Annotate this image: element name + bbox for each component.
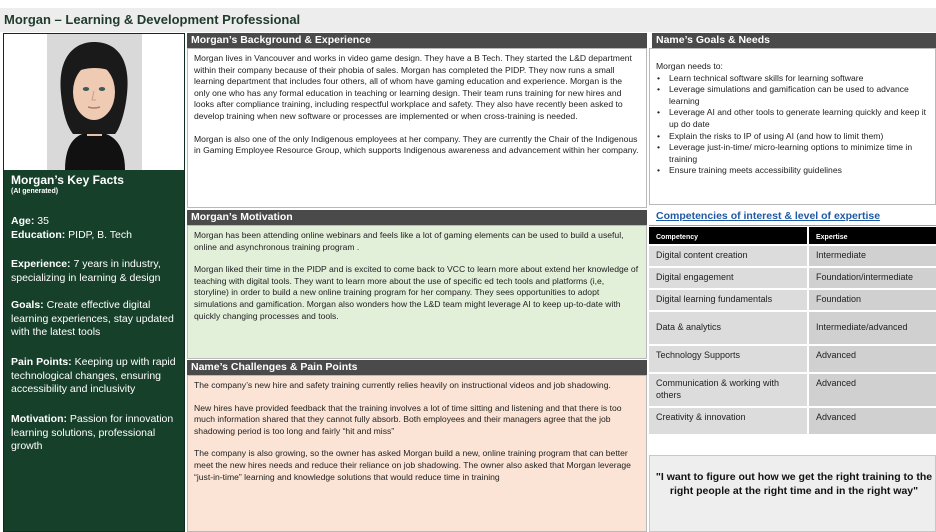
avatar: [47, 34, 142, 170]
goals-intro: Morgan needs to:: [656, 61, 723, 71]
expertise-level: Intermediate: [809, 246, 936, 266]
key-facts-panel: [3, 33, 185, 532]
key-facts-title: Morgan’s Key Facts: [11, 173, 124, 187]
challenges-paragraph-1: The company’s new hire and safety training currently relies heavily on instructional videos and job shadowing.: [194, 380, 611, 390]
competency-name: Creativity & innovation: [649, 408, 807, 434]
background-paragraph-2: Morgan is also one of the only Indigenous employees at her company. They are currently the Chair of the Indigenous in Gaming Employee Resource Group, which supports Indigenous awareness and advancement within her company.: [194, 133, 639, 156]
expertise-level: Foundation/intermediate: [809, 268, 936, 288]
competencies-heading[interactable]: Competencies of interest & level of expertise: [656, 210, 881, 222]
goal-item: • Explain the risks to IP of using AI (and how to limit them): [656, 131, 929, 143]
motivation-paragraph-2: Morgan liked their time in the PIDP and is excited to come back to VCC to learn more about extend her knowledge of teaching with digital tools. They want to learn more about the use of specific ed tech tools and platforms (i,e, storyline) in order to build a new online training program for her company. They sees opportunities to adopt simulations and gamification. Morgan also wonders how the L&D team might leverage AI to keep up-to-date with quickly changing processes and tools.: [194, 264, 639, 321]
fact-education: Education: PIDP, B. Tech: [11, 229, 132, 241]
fact-experience: Experience: 7 years in industry, specializing in learning & design: [11, 258, 161, 284]
motivation-panel: [187, 225, 647, 359]
competency-name: Digital content creation: [649, 246, 807, 266]
table-row: [649, 346, 936, 372]
background-paragraph-1: Morgan lives in Vancouver and works in video game design. They have a B Tech. They started the L&D department within their company because of their phobia of sales. Morgan has completed the PIDP. They now runs a small learning department that includes four others, all of whom have gaming education and experience. Morgan is the only one who has any formal education in teaching or learning design. Their team runs training for new hires and looks after compliance training, including respectful workplace and safety. They also have recently been asked to develop training when new software or processes are implemented or when cross-training is needed.: [194, 53, 632, 121]
motivation-heading: Morgan’s Motivation: [187, 210, 647, 225]
goals-list: [656, 73, 929, 177]
fact-goals: Goals: Create effective digital learning experiences, stay updated with the latest tools: [11, 299, 174, 338]
competency-name: Digital engagement: [649, 268, 807, 288]
expertise-level: Advanced: [809, 408, 936, 434]
competency-name: Digital learning fundamentals: [649, 290, 807, 310]
photo-frame: [4, 34, 184, 170]
challenges-panel: [187, 375, 647, 532]
goal-item: • Ensure training meets accessibility guidelines: [656, 165, 929, 177]
expertise-level: Advanced: [809, 374, 936, 406]
table-row: [649, 312, 936, 344]
quote-box: [649, 455, 936, 532]
challenges-heading: Name’s Challenges & Pain Points: [187, 360, 647, 375]
background-panel: [187, 48, 647, 208]
table-row: [649, 408, 936, 434]
competencies-divider: [649, 225, 936, 226]
goal-item: • Leverage AI and other tools to generate learning quickly and keep it up do date: [656, 107, 929, 130]
goal-item: • Leverage just-in-time/ micro-learning options to minimize time in training: [656, 142, 929, 165]
table-row: [649, 290, 936, 310]
expertise-level: Foundation: [809, 290, 936, 310]
challenges-paragraph-2: New hires have provided feedback that the training involves a lot of time sitting and listening and that there is too much information shared that they cannot fully absorb. Both employees and their managers agree that the job shadowing period is too long and fairly “hit and miss”: [194, 402, 622, 436]
expertise-level: Advanced: [809, 346, 936, 372]
table-row: [649, 374, 936, 406]
background-heading: Morgan’s Background & Experience: [187, 33, 647, 48]
fact-motivation: Motivation: Passion for innovation learning solutions, professional growth: [11, 413, 174, 452]
goals-heading: Name’s Goals & Needs: [652, 33, 936, 48]
fact-age: Age: 35: [11, 215, 49, 227]
motivation-paragraph-1: Morgan has been attending online webinars and feels like a lot of gaming elements can be used to build a useful, online and asynchronous training program .: [194, 230, 624, 252]
fact-pain-points: Pain Points: Keeping up with rapid technological changes, ensuring accessibility and inclusivity: [11, 356, 176, 395]
table-row: [649, 246, 936, 266]
persona-quote: "I want to figure out how we get the right training to the right people at the right time and in the right way": [655, 471, 933, 497]
goal-item: • Leverage simulations and gamification can be used to advance learning: [656, 84, 929, 107]
key-facts-subtitle: (AI generated): [11, 188, 59, 195]
page-title: Morgan – Learning & Development Professional: [4, 12, 301, 27]
title-bar: [0, 8, 936, 32]
competency-name: Technology Supports: [649, 346, 807, 372]
competency-name: Data & analytics: [649, 312, 807, 344]
challenges-paragraph-3: The company is also growing, so the owner has asked Morgan build a new, online training program that can better meet the new hires needs and reduce their reliance on job shadowing. The owner also asked that Morgan leverage “just-in-time” learning and knowledge solutions that would reduce time in training: [194, 448, 631, 482]
goals-panel: [649, 48, 936, 205]
column-header-competency: Competency: [649, 227, 807, 244]
expertise-level: Intermediate/advanced: [809, 312, 936, 344]
competency-name: Communication & working with others: [649, 374, 807, 406]
table-header-row: [649, 227, 936, 244]
portrait-image: [47, 34, 142, 170]
column-header-expertise: Expertise: [809, 227, 936, 244]
goal-item: • Learn technical software skills for learning software: [656, 73, 929, 85]
table-row: [649, 268, 936, 288]
